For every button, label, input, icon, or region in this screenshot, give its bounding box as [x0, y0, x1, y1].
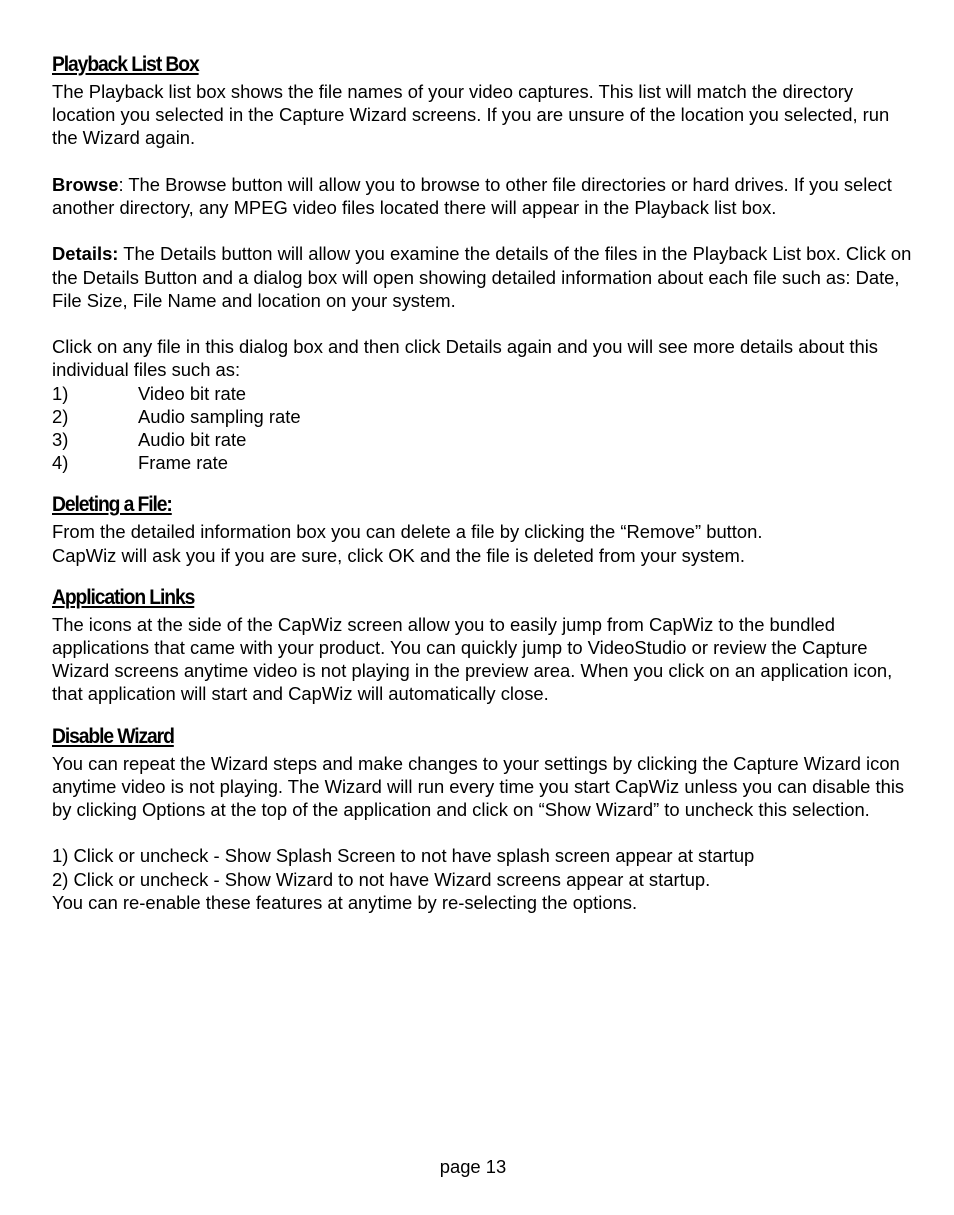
list-item-text: Audio bit rate — [138, 429, 247, 450]
page-number: page 13 — [439, 1156, 507, 1177]
application-links-paragraph: The icons at the side of the CapWiz screen allow you to easily jump from CapWiz to the bundled applications that came with your product. You can quickly jump to VideoStudio or review the Capture Wizard screens anytime video is not playing in the preview area. When you click on an application icon, that application will start and CapWiz will automatically close. — [52, 613, 893, 705]
document-page — [52, 50, 914, 914]
list-item-number: 4) — [52, 452, 69, 474]
heading-application-links: Application Links — [52, 585, 195, 609]
list-item-text: Frame rate — [138, 452, 228, 474]
heading-disable-wizard: Disable Wizard — [52, 724, 174, 748]
list-item — [52, 428, 914, 451]
browse-paragraph — [52, 173, 914, 219]
list-item-number: 1) — [52, 382, 69, 404]
list-item-number: 2) — [52, 405, 69, 427]
browse-description: : The Browse button will allow you to browse to other file directories or hard drives. If you select another directory, any MPEG video files located there will appear in the Playback list box. — [52, 173, 892, 218]
deleting-line-1: From the detailed information box you can delete a file by clicking the “Remove” button. — [52, 521, 763, 543]
details-list — [52, 382, 914, 475]
list-item-text: Video bit rate — [138, 382, 247, 404]
list-item — [52, 382, 914, 405]
disable-wizard-paragraph: You can repeat the Wizard steps and make changes to your settings by clicking the Capture Wizard icon anytime video is not playing. The Wizard will run every time you start CapWiz unless you can disable this by clicking Options at the top of the application and click on “Show Wizard” to uncheck this selection. — [52, 752, 905, 821]
playback-intro-paragraph: The Playback list box shows the file names of your video captures. This list will match the directory location you selected in the Capture Wizard screens. If you are unsure of the location you selected, run the Wizard again. — [52, 81, 890, 149]
disable-wizard-line-3: You can re-enable these features at anytime by re-selecting the options. — [52, 891, 638, 913]
browse-term: Browse — [52, 173, 119, 195]
disable-wizard-line-2: 2) Click or uncheck - Show Wizard to not have Wizard screens appear at startup. — [52, 868, 711, 890]
deleting-line-2: CapWiz will ask you if you are sure, click OK and the file is deleted from your system. — [52, 544, 745, 566]
list-item — [52, 405, 914, 428]
details-term: Details: — [52, 243, 119, 265]
heading-playback-list-box: Playback List Box — [52, 53, 199, 76]
list-item-text: Audio sampling rate — [138, 405, 301, 427]
details-description: The Details button will allow you examine the details of the files in the Playback List box. Click on the Details Button and a dialog box will open showing detailed information about each file such as: Date, File Size, File Name and location on your system. — [52, 243, 912, 311]
list-item — [52, 451, 914, 474]
click-file-paragraph: Click on any file in this dialog box and then click Details again and you will see more details about this individual files such as: — [52, 336, 878, 381]
disable-wizard-line-1: 1) Click or uncheck - Show Splash Screen to not have splash screen appear at startup — [52, 845, 755, 867]
heading-deleting-a-file: Deleting a File: — [52, 493, 172, 517]
details-paragraph — [52, 242, 914, 312]
list-item-number: 3) — [52, 429, 69, 450]
